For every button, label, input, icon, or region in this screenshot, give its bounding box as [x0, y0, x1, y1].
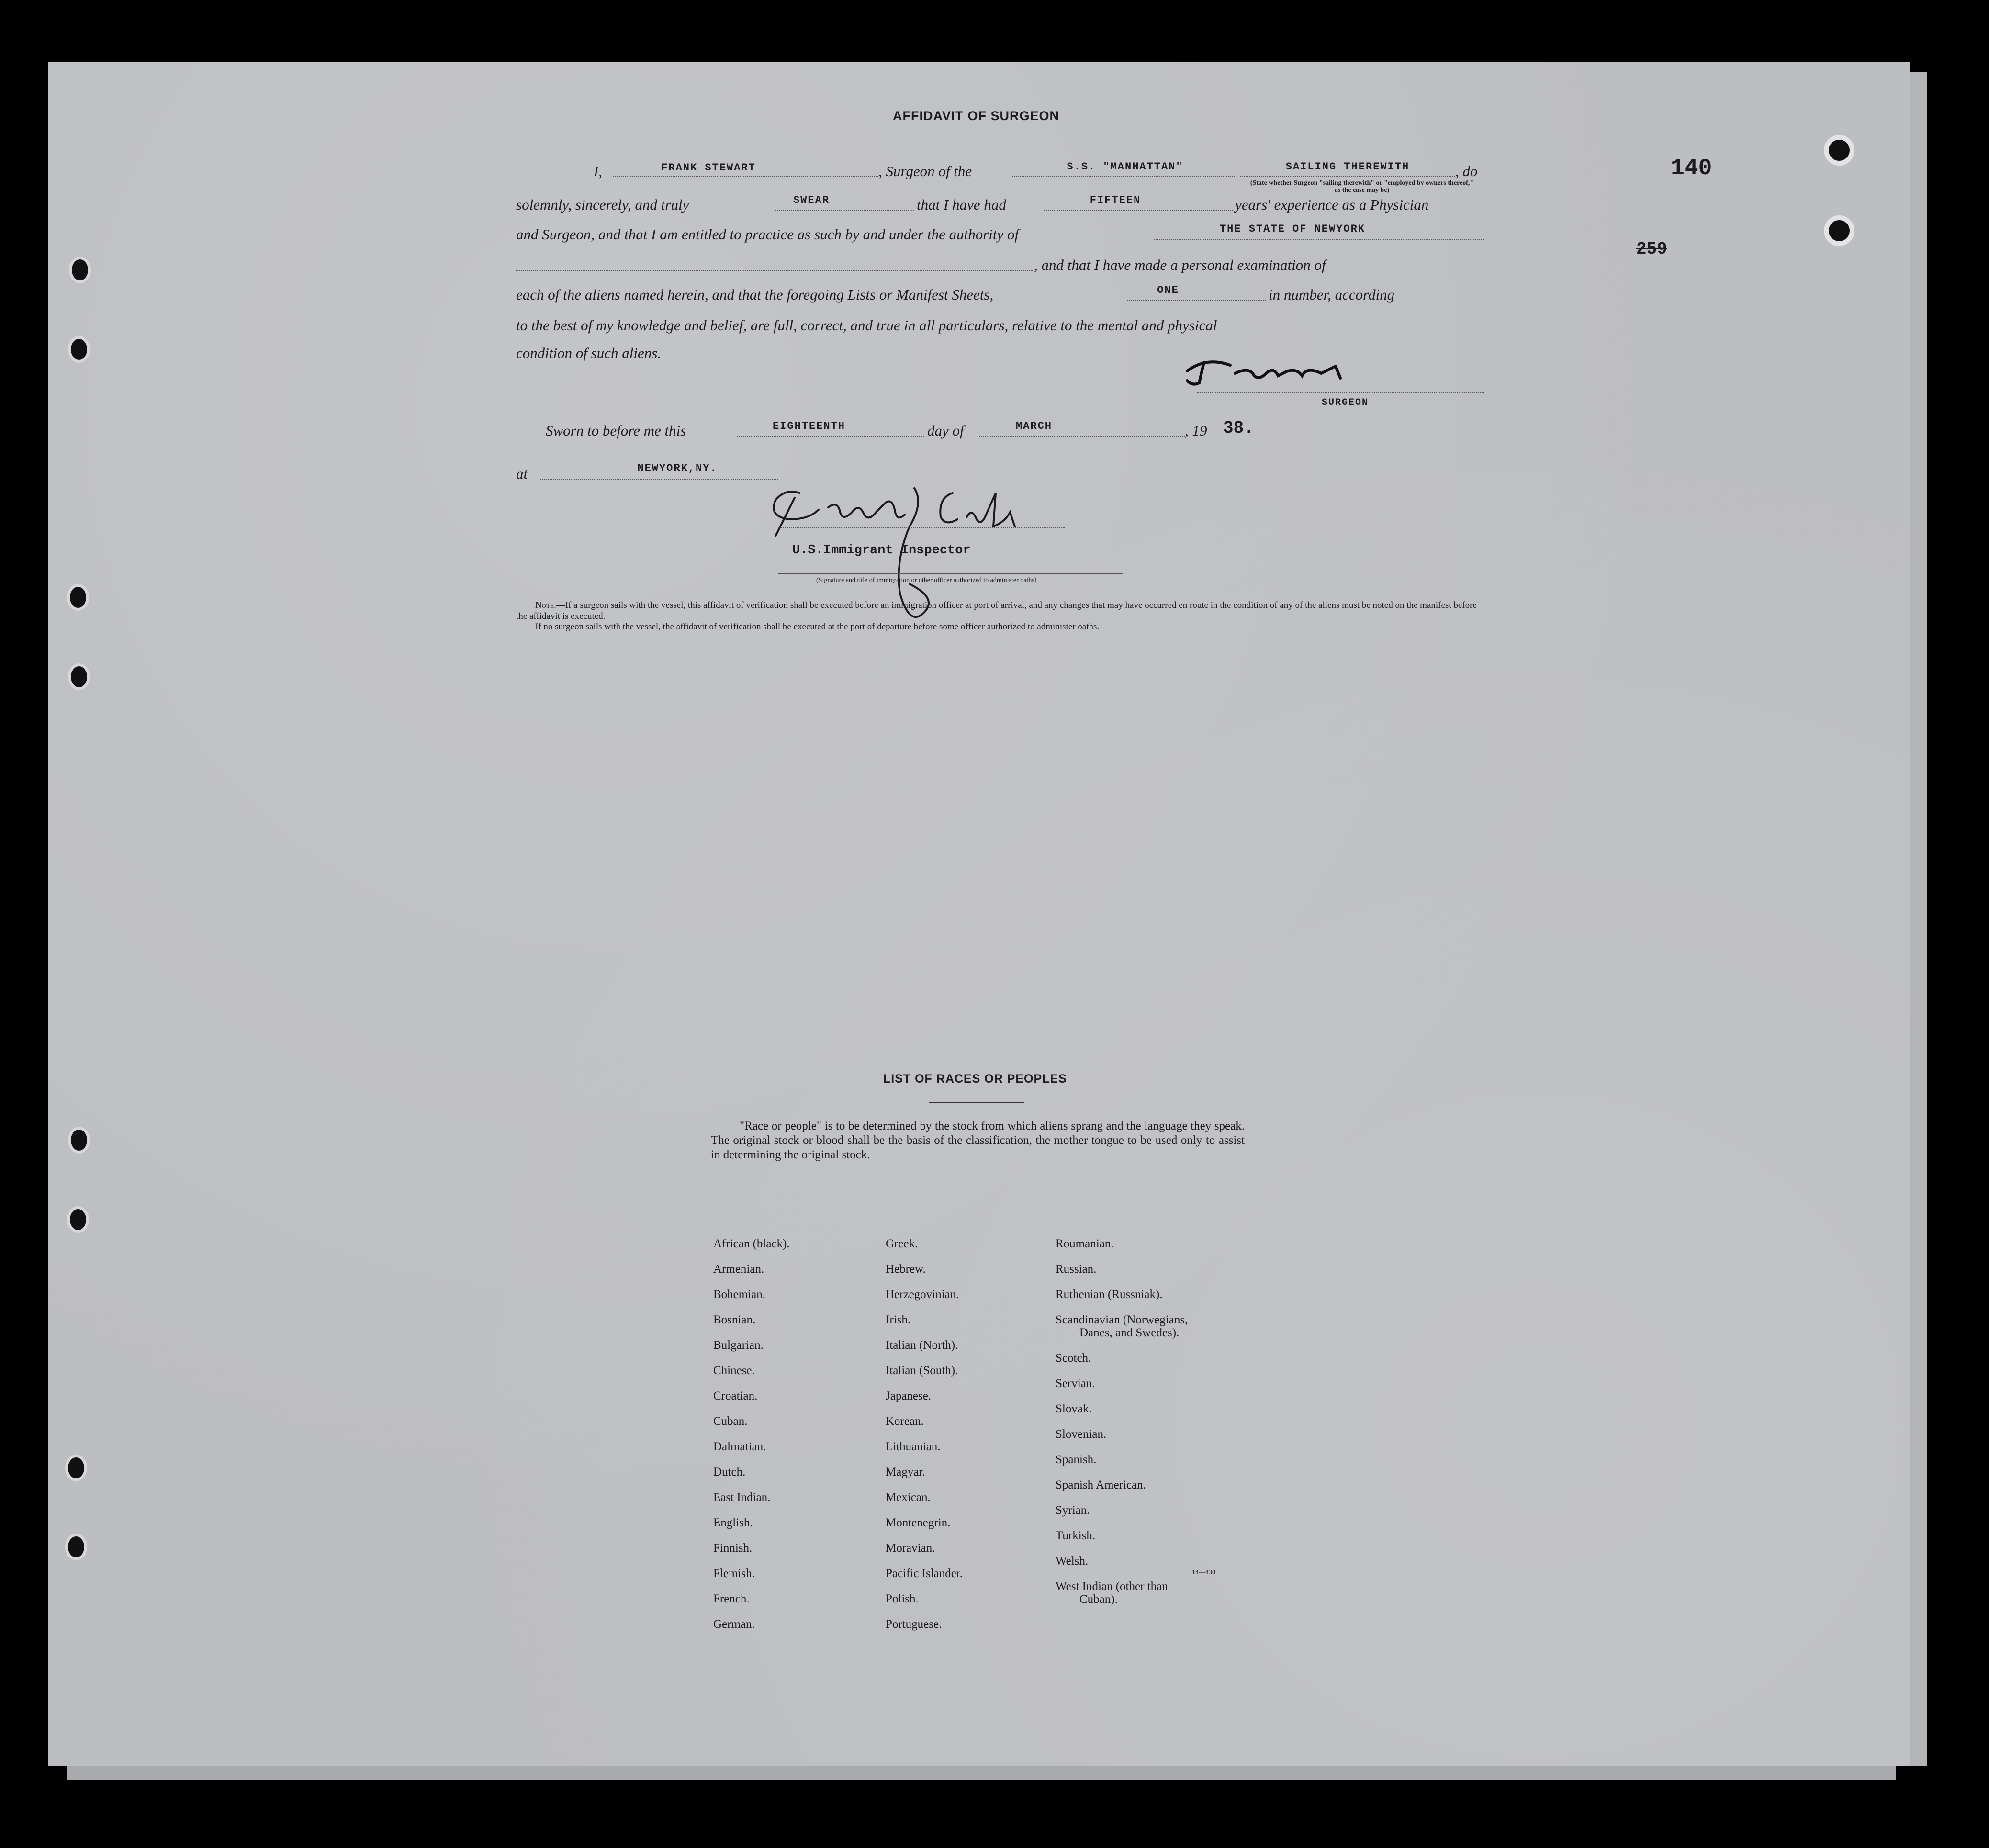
- binder-hole-5: [71, 1130, 87, 1151]
- race-item: Roumanian.: [1056, 1237, 1114, 1250]
- note-label: Note.: [535, 600, 556, 610]
- race-item: Japanese.: [886, 1389, 932, 1402]
- sailing-status-field: SAILING THEREWITH: [1285, 161, 1410, 173]
- race-item: Portuguese.: [886, 1618, 942, 1631]
- line1-vessel-line: [1012, 176, 1235, 177]
- binder-hole-4: [71, 666, 87, 687]
- binder-hole-1: [72, 259, 88, 280]
- race-item: Herzegovinian.: [886, 1288, 959, 1301]
- races-intro: "Race or people" is to be determined by the stock from which aliens sprang and the language they speak. The original stock or blood shall be the basis of the classification, the mother tongue to be used only to assist in determining the original stock.: [711, 1120, 1245, 1161]
- race-item: Dalmatian.: [713, 1440, 766, 1453]
- line5-count-line: [1127, 300, 1266, 301]
- races-title-rule: [929, 1102, 1024, 1103]
- binder-hole-6: [70, 1209, 86, 1230]
- surgeon-label: SURGEON: [1321, 397, 1369, 408]
- document-page: [48, 62, 1910, 1766]
- race-item: Russian.: [1056, 1263, 1097, 1276]
- line5-text1: each of the aliens named herein, and that the foregoing Lists or Manifest Sheets,: [516, 286, 994, 303]
- form-code: 14—430: [1192, 1569, 1215, 1576]
- vessel-field: S.S. "MANHATTAN": [1067, 161, 1183, 173]
- line1-status-line: [1240, 176, 1455, 177]
- surgeon-signature-line: [1197, 392, 1484, 393]
- line1-status-note: (State whether Surgeon "sailing therewith" or "employed by owners thereof," as the case may be): [1250, 179, 1474, 194]
- race-item: Finnish.: [713, 1542, 753, 1555]
- sworn-month-field: MARCH: [1015, 420, 1052, 432]
- stamp-number: 259: [1636, 239, 1667, 259]
- binder-hole-right-1: [1829, 140, 1850, 161]
- race-item: Dutch.: [713, 1466, 746, 1478]
- races-column-3: [1056, 1237, 1188, 1618]
- sworn-year-field: 38.: [1223, 418, 1254, 438]
- race-item: Spanish.: [1056, 1453, 1097, 1466]
- race-item: Montenegrin.: [886, 1516, 951, 1529]
- race-item: Flemish.: [713, 1567, 755, 1580]
- line3-authority-line: [1154, 239, 1484, 240]
- at-place-line: [539, 479, 778, 480]
- binder-hole-7: [68, 1457, 84, 1478]
- line1-suffix: , do: [1455, 163, 1478, 179]
- line6-text: to the best of my knowledge and belief, are full, correct, and true in all particulars, relative to the mental and physical: [516, 317, 1217, 334]
- race-item: Slovak.: [1056, 1402, 1092, 1415]
- race-item: Bulgarian.: [713, 1339, 764, 1352]
- race-item: Ruthenian (Russniak).: [1056, 1288, 1163, 1301]
- race-item: Polish.: [886, 1592, 919, 1605]
- race-item: Italian (North).: [886, 1339, 958, 1352]
- at-place-field: NEWYORK,NY.: [637, 462, 718, 474]
- race-item: Lithuanian.: [886, 1440, 941, 1453]
- binder-hole-3: [70, 587, 86, 608]
- line2-text2: that I have had: [917, 196, 1006, 213]
- line2-years-line: [1044, 210, 1233, 211]
- inspector-title: U.S.Immigrant Inspector: [792, 543, 971, 558]
- race-item: Cuban.: [713, 1415, 748, 1428]
- line5-text2: in number, according: [1269, 286, 1395, 303]
- line3-text1: and Surgeon, and that I am entitled to practice as such by and under the authority of: [516, 226, 1019, 243]
- line1-name-line: [613, 176, 878, 177]
- race-item: East Indian.: [713, 1491, 771, 1504]
- race-item: French.: [713, 1592, 750, 1605]
- page-number: 140: [1671, 156, 1712, 181]
- sheet-count-field: ONE: [1157, 284, 1179, 296]
- race-item: Korean.: [886, 1415, 924, 1428]
- line2-text1: solemnly, sincerely, and truly: [516, 196, 689, 213]
- inspector-caption-line: [778, 573, 1123, 574]
- race-item: Slovenian.: [1056, 1428, 1107, 1441]
- authority-field: THE STATE OF NEWYORK: [1219, 223, 1366, 235]
- race-item: Greek.: [886, 1237, 918, 1250]
- line7-text: condition of such aliens.: [516, 345, 662, 361]
- oath-field: SWEAR: [793, 194, 830, 206]
- race-item: Danes, and Swedes).: [1079, 1326, 1180, 1339]
- sworn-text3: , 19: [1185, 422, 1207, 439]
- line4-text: , and that I have made a personal examination of: [1034, 257, 1326, 273]
- races-column-2: [886, 1237, 963, 1643]
- affidavit-note-2: If no surgeon sails with the vessel, the affidavit of verification shall be executed at the port of departure before some officer authorized to administer oaths.: [535, 622, 1100, 632]
- race-item: Turkish.: [1056, 1529, 1096, 1542]
- race-item: Syrian.: [1056, 1504, 1090, 1517]
- race-item: Scotch.: [1056, 1352, 1091, 1365]
- races-title: LIST OF RACES OR PEOPLES: [883, 1072, 1067, 1086]
- race-item: Magyar.: [886, 1466, 925, 1478]
- years-field: FIFTEEN: [1090, 194, 1141, 206]
- race-item: Chinese.: [713, 1364, 755, 1377]
- note-1-text: —If a surgeon sails with the vessel, this affidavit of verification shall be executed before an immigration officer at port of arrival, and any changes that may have occurred en route in the condition of any of the aliens must be noted on the manifest before the affidavit is executed.: [516, 600, 1477, 621]
- race-item: Bohemian.: [713, 1288, 766, 1301]
- race-item: African (black).: [713, 1237, 790, 1250]
- inspector-caption: (Signature and title of immigration or other officer authorized to administer oaths): [816, 577, 1037, 584]
- line1-prefix: I,: [594, 163, 603, 179]
- sworn-day-field: EIGHTEENTH: [772, 420, 846, 432]
- line1-text2: , Surgeon of the: [878, 163, 972, 179]
- race-item: Spanish American.: [1056, 1478, 1146, 1491]
- races-column-1: [713, 1237, 790, 1643]
- race-item: Pacific Islander.: [886, 1567, 963, 1580]
- at-text: at: [516, 465, 528, 482]
- race-item: Hebrew.: [886, 1263, 926, 1276]
- race-item: German.: [713, 1618, 755, 1631]
- race-item: Irish.: [886, 1313, 911, 1326]
- race-item: Cuban).: [1079, 1593, 1118, 1606]
- race-item: Moravian.: [886, 1542, 935, 1555]
- race-item: Bosnian.: [713, 1313, 756, 1326]
- page-edge-right: [1908, 72, 1927, 1766]
- sworn-text2: day of: [927, 422, 964, 439]
- race-item: Italian (South).: [886, 1364, 958, 1377]
- sworn-month-line: [979, 436, 1185, 437]
- race-item: Armenian.: [713, 1263, 764, 1276]
- race-item: West Indian (other than: [1056, 1580, 1168, 1593]
- surgeon-name-field: FRANK STEWART: [661, 162, 756, 174]
- line2-text3: years' experience as a Physician: [1235, 196, 1429, 213]
- inspector-signature-line: [778, 527, 1065, 528]
- race-item: Scandinavian (Norwegians,: [1056, 1313, 1188, 1326]
- line4-blank-line: [516, 270, 1033, 271]
- race-item: English.: [713, 1516, 753, 1529]
- binder-hole-8: [68, 1536, 84, 1557]
- binder-hole-right-2: [1829, 220, 1850, 241]
- affidavit-title: AFFIDAVIT OF SURGEON: [893, 109, 1059, 123]
- race-item: Servian.: [1056, 1377, 1095, 1390]
- line2-oath-line: [775, 210, 914, 211]
- sworn-day-line: [737, 436, 924, 437]
- binder-hole-2: [71, 339, 87, 360]
- race-item: Croatian.: [713, 1389, 758, 1402]
- surgeon-signature: [1178, 352, 1369, 390]
- affidavit-note-1: [516, 600, 1483, 622]
- race-item: Mexican.: [886, 1491, 931, 1504]
- race-item: Welsh.: [1056, 1555, 1089, 1568]
- sworn-text1: Sworn to before me this: [546, 422, 686, 439]
